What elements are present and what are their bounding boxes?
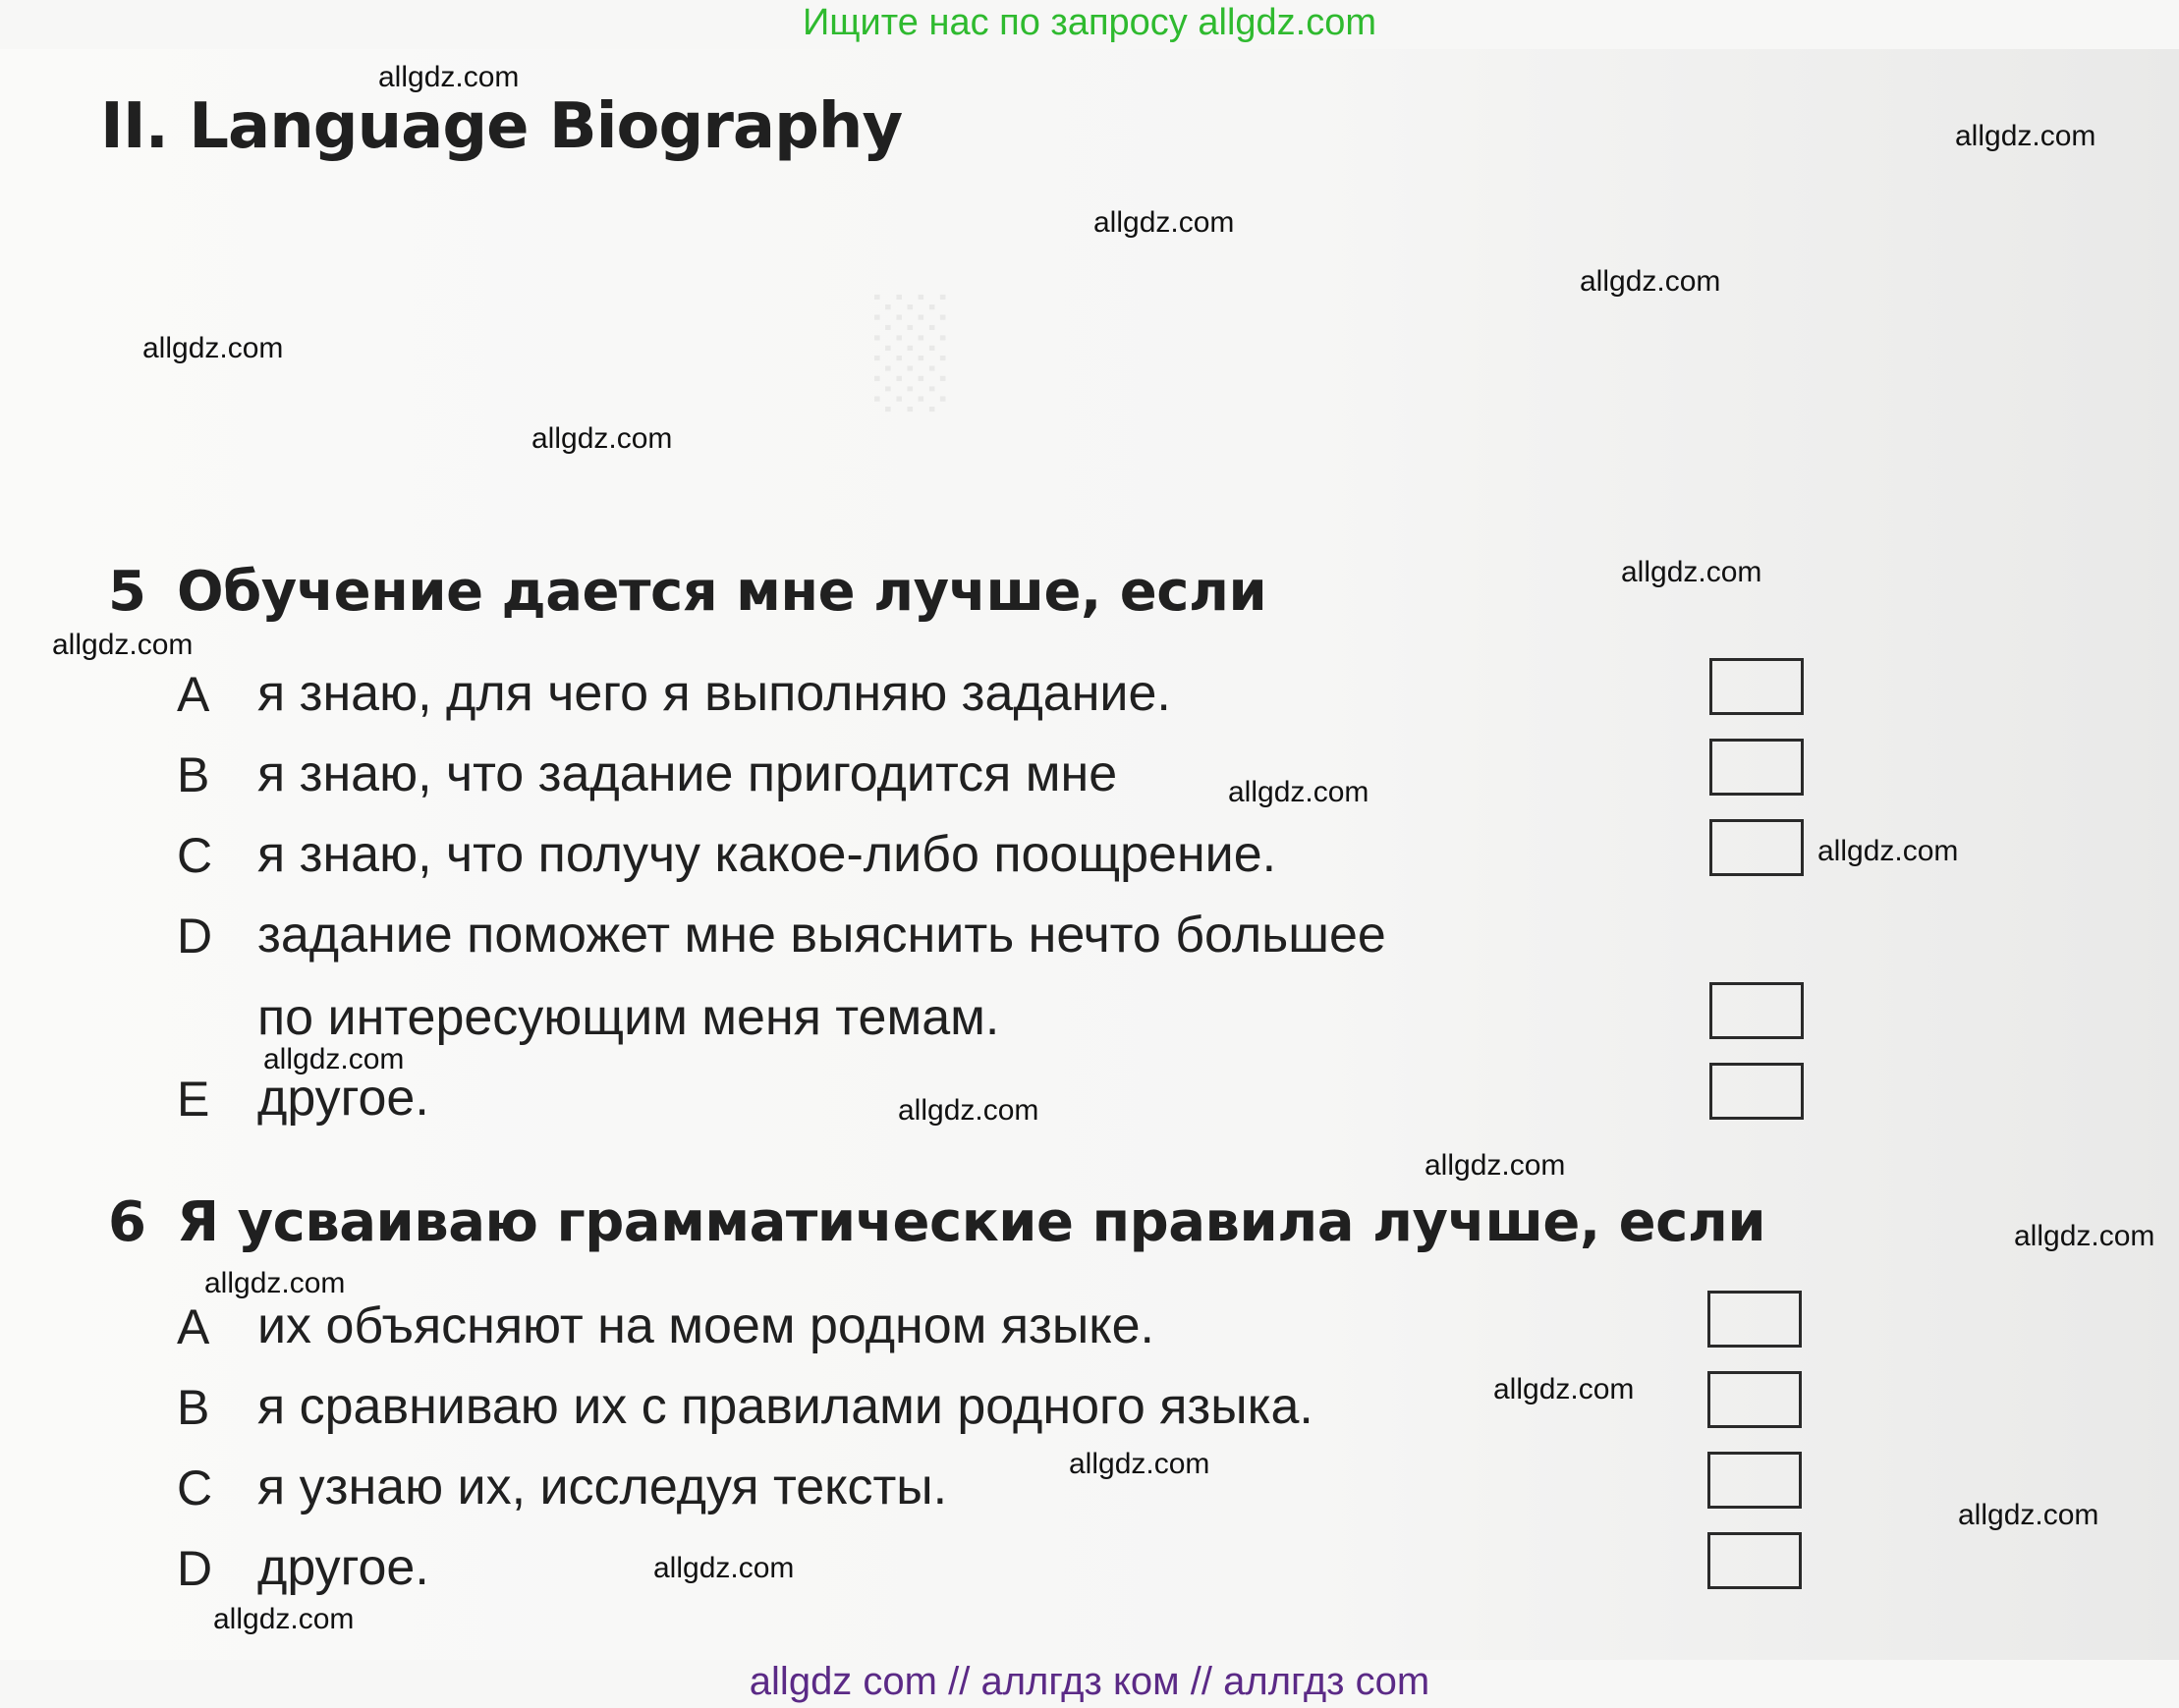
watermark: allgdz.com [142, 332, 284, 364]
answer-checkbox[interactable] [1709, 982, 1804, 1039]
option-text: я узнаю их, исследуя тексты. [257, 1459, 948, 1515]
option-letter: C [177, 828, 213, 883]
question-text: Я усваиваю грамматические правила лучше, если [177, 1190, 1766, 1254]
watermark: allgdz.com [1093, 206, 1235, 239]
watermark: allgdz.com [898, 1094, 1039, 1127]
answer-checkbox[interactable] [1707, 1452, 1802, 1509]
watermark: allgdz.com [204, 1267, 346, 1299]
option-letter: B [177, 747, 210, 802]
option-letter: A [177, 667, 210, 722]
answer-checkbox[interactable] [1709, 658, 1804, 715]
option-letter: D [177, 909, 213, 964]
answer-checkbox[interactable] [1709, 1063, 1804, 1120]
watermark: allgdz.com [1955, 120, 2096, 152]
option-letter: D [177, 1541, 213, 1596]
option-text: их объясняют на моем родном языке. [257, 1297, 1154, 1354]
answer-checkbox[interactable] [1709, 739, 1804, 796]
option-text: другое. [257, 1070, 429, 1127]
search-banner[interactable]: Ищите нас по запросу allgdz.com [802, 2, 1376, 43]
watermark: allgdz.com [1958, 1499, 2099, 1531]
question-number: 6 [108, 1190, 146, 1254]
answer-checkbox[interactable] [1707, 1291, 1802, 1348]
question-number: 5 [108, 560, 146, 624]
option-letter: B [177, 1380, 210, 1435]
watermark: allgdz.com [1493, 1373, 1635, 1405]
answer-checkbox[interactable] [1709, 819, 1804, 876]
option-text: я знаю, что получу какое-либо поощрение. [257, 826, 1277, 883]
footer-watermark: allgdz com // аллгдз ком // аллгдз com [749, 1660, 1430, 1703]
option-text: я сравниваю их с правилами родного языка. [257, 1378, 1313, 1435]
option-text: задание поможет мне выяснить нечто большее [257, 907, 1386, 964]
answer-checkbox[interactable] [1707, 1532, 1802, 1589]
watermark: allgdz.com [1425, 1149, 1566, 1182]
watermark: allgdz.com [1580, 265, 1721, 298]
option-text: другое. [257, 1539, 429, 1596]
watermark: allgdz.com [1621, 556, 1762, 588]
question-text: Обучение дается мне лучше, если [177, 560, 1267, 624]
watermark: allgdz.com [52, 629, 194, 661]
section-title: II. Language Biography [100, 90, 903, 163]
option-letter: E [177, 1072, 210, 1127]
bleed-through: ░ [874, 287, 951, 408]
watermark: allgdz.com [653, 1552, 795, 1584]
watermark: allgdz.com [531, 422, 673, 455]
option-text-continuation: по интересующим меня темам. [257, 989, 1000, 1046]
watermark: allgdz.com [2014, 1220, 2155, 1252]
watermark: allgdz.com [213, 1603, 355, 1635]
watermark: allgdz.com [263, 1043, 405, 1075]
option-letter: C [177, 1460, 213, 1515]
answer-checkbox[interactable] [1707, 1371, 1802, 1428]
watermark: allgdz.com [1817, 835, 1959, 867]
option-letter: A [177, 1299, 210, 1354]
option-text: я знаю, для чего я выполняю задание. [257, 665, 1171, 722]
watermark: allgdz.com [1228, 776, 1369, 808]
question-5-heading [108, 560, 1266, 624]
question-6-heading [108, 1190, 1765, 1254]
watermark: allgdz.com [1069, 1448, 1210, 1480]
watermark: allgdz.com [378, 61, 520, 93]
option-text: я знаю, что задание пригодится мне [257, 745, 1118, 802]
